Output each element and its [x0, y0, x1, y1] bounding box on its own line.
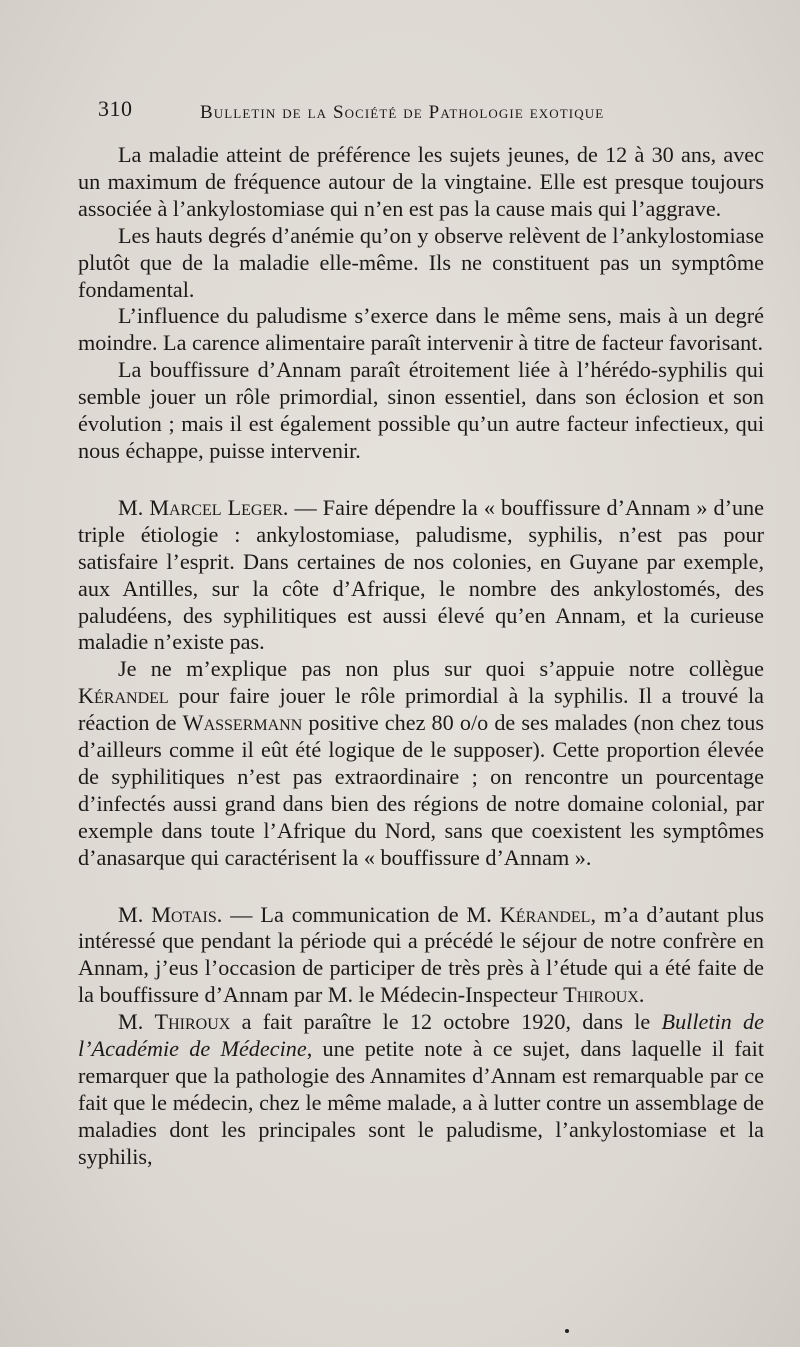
- speaker-motais: M. Motais.: [118, 901, 223, 927]
- text-segment: , m’a d’autant plus intéressé que pendant la période qui a précédé le séjour de notre confrère en Annam, j’eus l’occasion de participer de très près à l’étude qui a été faite de la bouffissure d’Annam par M. le Médecin-Inspecteur: [78, 901, 764, 1008]
- text-segment: M.: [118, 1009, 155, 1035]
- text-segment: Je ne m’explique pas non plus sur quoi s’appuie notre collègue: [118, 656, 764, 682]
- text-segment: positive chez 80 o/o de ses malades (non chez tous d’ailleurs comme il eût été logique de le supposer). Cette proportion élevée de syphilitiques n’est pas extraordinaire ; on rencontre un pourcentage d’infectés aussi grand dans bien des régions de notre domaine colonial, par exemple dans toute l’Afrique du Nord, sans que coexistent les symptômes d’anasarque qui caractérisent la « bouffissure d’Annam ».: [78, 710, 764, 870]
- speaker-leger: M. Marcel Leger.: [118, 494, 289, 520]
- paragraph-2: Les hauts degrés d’anémie qu’on y observe relèvent de l’ankylostomiase plutôt que de la maladie elle-même. Ils ne constituent pas un symptôme fondamental.: [78, 222, 764, 302]
- ink-speck: [565, 1329, 569, 1333]
- paragraph-leger: [78, 495, 764, 656]
- author-name: Thiroux: [563, 982, 639, 1008]
- author-name: Kérandel: [499, 901, 591, 927]
- paragraph-leger-2: [78, 656, 764, 871]
- text-segment: pour faire jouer le rôle primordial à la syphilis. Il a trouvé la réaction de: [78, 683, 764, 736]
- paragraph-leger-text: — Faire dépendre la « bouffissure d’Annam » d’une triple étiologie : ankylostomiase, paludisme, syphilis, n’est pas pour satisfaire l’esprit. Dans certaines de nos colonies, en Guyane par exemple, aux Antilles, sur la côte d’Afrique, le nombre des ankylostomés, des paludéens, des syphilitiques est aussi élevé qu’en Annam, et la curieuse maladie n’existe pas.: [78, 494, 764, 655]
- text-segment: .: [638, 982, 645, 1008]
- journal-title: Bulletin de l’Académie de Médecine: [78, 1009, 764, 1062]
- paragraph-3: L’influence du paludisme s’exerce dans le même sens, mais à un degré moindre. La carence alimentaire paraît intervenir à titre de facteur favorisant.: [78, 303, 764, 356]
- author-name: Wassermann: [182, 710, 303, 736]
- author-name: Kérandel: [78, 683, 169, 709]
- text-segment: — La communication de M.: [222, 901, 500, 927]
- paragraph-4: La bouffissure d’Annam paraît étroitement liée à l’hérédo-syphilis qui semble jouer un rôle primordial, sinon essentiel, dans son éclosion et son évolution ; mais il est également possible qu’un autre facteur infectieux, qui nous échappe, puisse intervenir.: [78, 357, 764, 463]
- paragraph-motais: [78, 902, 764, 1010]
- text-segment: , une petite note à ce sujet, dans laquelle il fait remarquer que la pathologie des Annamites d’Annam est remarquable par ce fait que le médecin, chez le même malade, a à lutter contre un assemblage de maladies dont les principales sont le paludisme, l’ankylostomiase et la syphilis,: [78, 1036, 764, 1169]
- page-number: 310: [98, 96, 133, 121]
- text-segment: a fait paraître le 12 octobre 1920, dans le: [230, 1009, 662, 1035]
- paragraph-1: La maladie atteint de préférence les sujets jeunes, de 12 à 30 ans, avec un maximum de fréquence autour de la vingtaine. Elle est presque toujours associée à l’ankylostomiase qui n’en est pas la cause mais qui l’aggrave.: [78, 142, 764, 221]
- paragraph-motais-2: [78, 1009, 764, 1170]
- author-name: Thiroux: [154, 1009, 231, 1035]
- body-text: [78, 142, 764, 1171]
- running-title: Bulletin de la Société de Pathologie exotique: [200, 102, 605, 123]
